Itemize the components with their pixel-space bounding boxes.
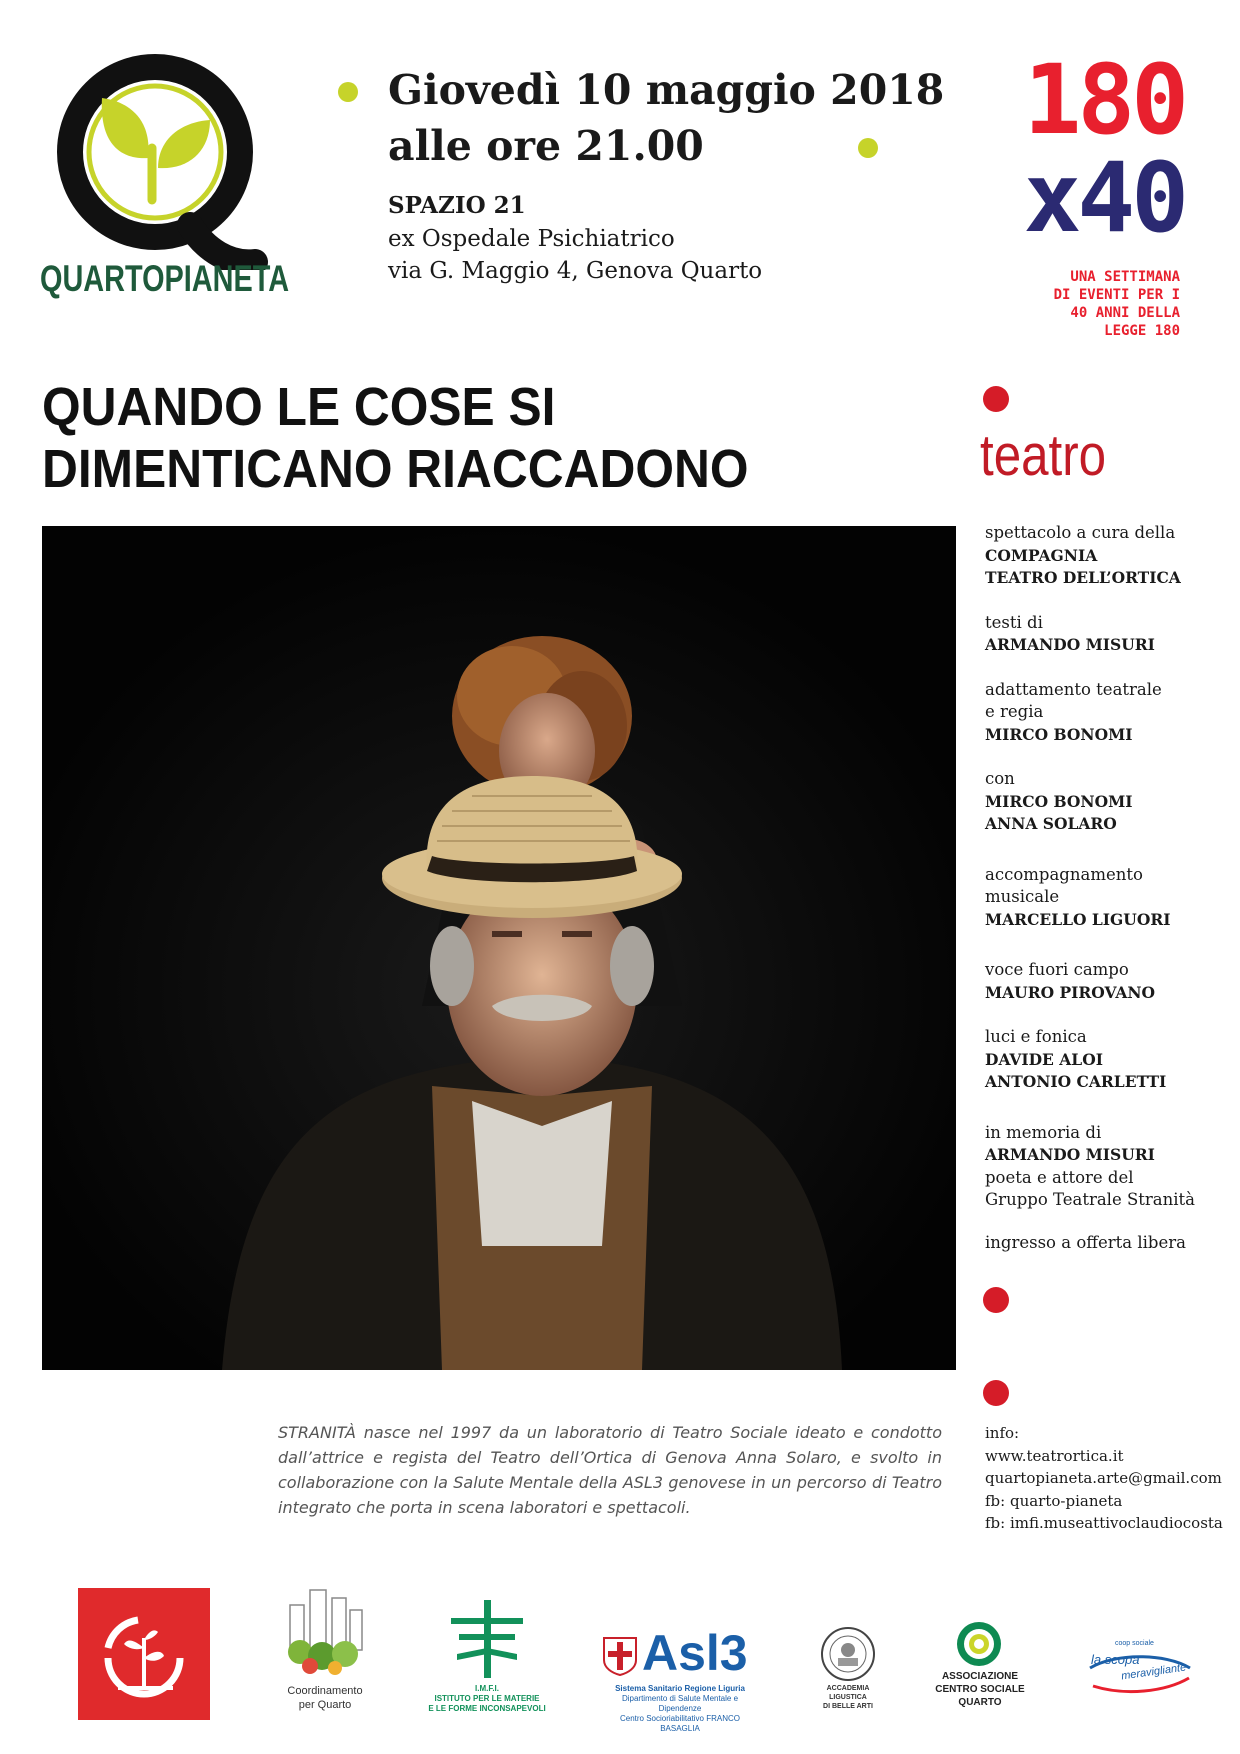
credit-role: voce fuori campo [985, 960, 1129, 979]
memorial-line: Gruppo Teatrale Stranità [985, 1190, 1195, 1209]
q-sprout-icon [40, 40, 270, 270]
red-dot-decoration [983, 1287, 1009, 1313]
imfi-logo [445, 1600, 529, 1678]
info-website-link[interactable]: www.teatrortica.it [985, 1446, 1124, 1465]
credit-name: TEATRO DELL’ORTICA [985, 568, 1181, 587]
credit-role: e regia [985, 702, 1044, 721]
entry-note: ingresso a offerta libera [985, 1232, 1186, 1252]
campaign-number-x40: x40 [1023, 142, 1185, 254]
credit-role: musicale [985, 887, 1060, 906]
asl3-logo [600, 1625, 760, 1733]
sponsor-text: la scopa [1091, 1652, 1140, 1667]
show-genre: teatro [980, 423, 1107, 488]
credit-role: testi di [985, 612, 1043, 632]
credit-role: spettacolo a cura della [985, 523, 1176, 542]
sponsor-text: ACCADEMIA [826, 1685, 870, 1692]
memorial-intro: in memoria di [985, 1122, 1102, 1142]
sponsor-text: Coordinamento [287, 1685, 363, 1697]
credit-block [985, 959, 1235, 1004]
sponsor-text: per Quarto [298, 1699, 352, 1711]
accademia-logo [820, 1626, 876, 1682]
credit-role: adattamento teatrale [985, 679, 1162, 699]
venue-name: SPAZIO 21 [388, 192, 526, 219]
plant-circle-icon [78, 1588, 210, 1720]
credit-name: ARMANDO MISURI [985, 635, 1155, 654]
credit-name: MARCELLO LIGUORI [985, 909, 1171, 929]
show-title-line1: QUANDO LE COSE SI [42, 377, 556, 437]
sponsor-text: Centro Socioriabilitativo FRANCO BASAGLIA [619, 1714, 741, 1733]
show-title-line2: DIMENTICANO RIACCADONO [42, 439, 749, 499]
memorial-line: poeta e attore del [985, 1167, 1134, 1187]
credit-block [985, 679, 1235, 747]
org-logo-name: QUARTOPIANETA [40, 258, 290, 299]
credit-name: MIRCO BONOMI [985, 724, 1133, 744]
credit-name: MAURO PIROVANO [985, 982, 1156, 1002]
credit-name: ANNA SOLARO [985, 814, 1117, 833]
sponsor-text: DI BELLE ARTI [823, 1703, 873, 1710]
description-lead: STRANITÀ [278, 1423, 356, 1442]
credit-name: DAVIDE ALOI [985, 1049, 1103, 1069]
sponsor-text: LIGUSTICA [829, 1694, 867, 1701]
sponsor-text: CENTRO SOCIALE [935, 1684, 1025, 1695]
asl3-mark: Asl3 [642, 1625, 748, 1681]
credit-name: COMPAGNIA [985, 545, 1098, 565]
coordinamento-logo [280, 1580, 370, 1680]
credit-name: ANTONIO CARLETTI [985, 1072, 1167, 1091]
description-text: nasce nel 1997 da un laboratorio di Teatro Sociale ideato e condotto dall’attrice e regista del Teatro dell’Ortica di Genova Anna Solaro, e svolto in collaborazione con la Salute Mentale della ASL3 genovese in un percorso di Teatro integrato che porta in scena laboratori e spettacoli. [278, 1423, 942, 1517]
credit-name: MIRCO BONOMI [985, 791, 1133, 811]
event-time: alle ore 21.00 [388, 122, 704, 170]
accademia-seal-icon [820, 1626, 876, 1682]
credit-block [985, 1026, 1235, 1094]
info-email-link[interactable]: quartopianeta.arte@gmail.com [985, 1469, 1222, 1487]
green-dot-decoration [338, 82, 358, 102]
campaign-tagline: DI EVENTI PER I [1053, 287, 1180, 303]
sponsor-text: QUARTO [958, 1697, 1002, 1708]
memorial-name: ARMANDO MISURI [985, 1145, 1155, 1164]
red-dot-decoration [983, 1380, 1009, 1406]
event-date: Giovedì 10 maggio 2018 [388, 66, 945, 114]
show-photo [42, 526, 956, 1370]
campaign-tagline: LEGGE 180 [1104, 323, 1180, 339]
sponsor-text: meravigliante [1120, 1661, 1187, 1683]
actors-photo-illustration [42, 526, 956, 1370]
sponsor-text: E LE FORME INCONSAPEVOLI [428, 1704, 546, 1713]
venue-address-line1: ex Ospedale Psichiatrico [388, 226, 675, 252]
sponsor-text: ISTITUTO PER LE MATERIE [434, 1694, 540, 1703]
description-paragraph [278, 1420, 942, 1520]
asl3-subtitle [600, 1684, 760, 1734]
sponsor-text: coop sociale [1115, 1640, 1154, 1647]
credit-block [985, 864, 1235, 932]
campaign-tagline: UNA SETTIMANA [1070, 269, 1180, 285]
credit-role: luci e fonica [985, 1027, 1087, 1046]
credit-block [985, 522, 1235, 590]
credit-block [985, 612, 1235, 657]
campaign-number-180: 180 [1023, 44, 1185, 156]
sponsor-text: I.M.F.I. [475, 1684, 499, 1693]
accademia-name [798, 1684, 898, 1711]
imfi-name [412, 1684, 562, 1714]
liguria-shield-icon [602, 1636, 638, 1676]
centro-sociale-logo [955, 1620, 1003, 1668]
centro-sociale-name [925, 1670, 1035, 1709]
green-dot-decoration [858, 138, 878, 158]
coordinamento-name [265, 1684, 385, 1712]
credit-block [985, 768, 1235, 836]
target-circles-icon [955, 1620, 1003, 1668]
imfi-mark-icon [445, 1600, 529, 1678]
info-label: info: [985, 1424, 1020, 1442]
sponsor-text: Dipartimento di Salute Mentale e Dipendenze [621, 1694, 739, 1713]
info-facebook-link[interactable]: fb: quarto-pianeta [985, 1491, 1123, 1510]
credits-column [985, 522, 1235, 1254]
houses-trees-icon [280, 1580, 370, 1680]
venue-address-line2: via G. Maggio 4, Genova Quarto [388, 258, 763, 284]
credit-role: con [985, 769, 1015, 788]
credit-role: accompagnamento [985, 864, 1143, 884]
la-scopa-logo [1085, 1640, 1195, 1700]
red-dot-decoration [983, 386, 1009, 412]
info-block [985, 1422, 1235, 1535]
sponsor-text: ASSOCIAZIONE [941, 1671, 1019, 1682]
sponsor-text: Sistema Sanitario Regione Liguria [615, 1684, 745, 1693]
red-plant-logo [78, 1588, 210, 1720]
campaign-tagline: 40 ANNI DELLA [1070, 305, 1180, 321]
memorial-block [985, 1122, 1235, 1212]
info-facebook-link[interactable]: fb: imfi.museattivoclaudiocosta [985, 1514, 1223, 1532]
